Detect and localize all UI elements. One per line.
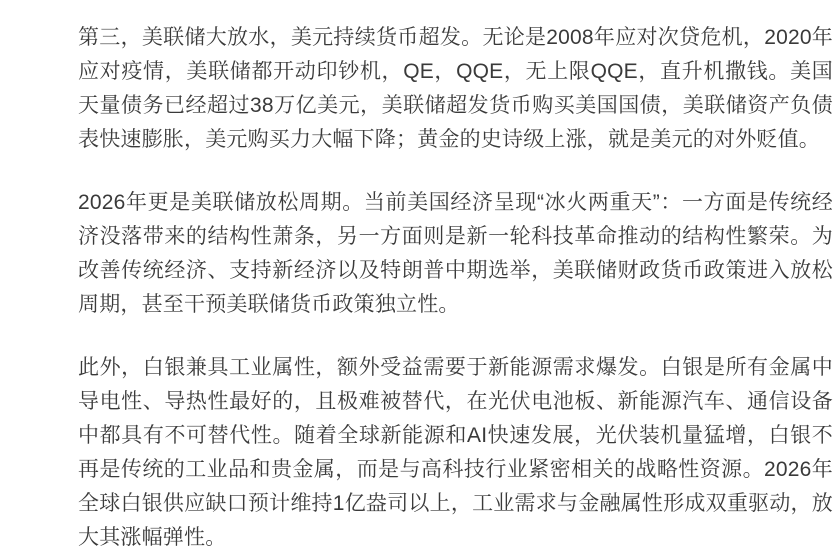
paragraph-2026-easing-cycle: 2026年更是美联储放松周期。当前美国经济呈现“冰火两重天”：一方面是传统经济没落带来的结构性萧条，另一方面则是新一轮科技革命推动的结构性繁荣。为改善传统经济、支持新经济以及特朗普中期选举，美联储财政货币政策进入放松周期，甚至干预美联储货币政策独立性。 [78, 191, 833, 316]
paragraph-silver-industrial: 此外，白银兼具工业属性，额外受益需要于新能源需求爆发。白银是所有金属中导电性、导热性最好的，且极难被替代，在光伏电池板、新能源汽车、通信设备中都具有不可替代性。随着全球新能源和AI快速发展，光伏装机量猛增，白银不再是传统的工业品和贵金属，而是与高科技行业紧密相关的战略性资源。2026年全球白银供应缺口预计维持1亿盎司以上，工业需求与金融属性形成双重驱动，放大其涨幅弹性。 [78, 356, 833, 549]
paragraph-fed-easing: 第三，美联储大放水，美元持续货币超发。无论是2008年应对次贷危机，2020年应对疫情，美联储都开动印钞机，QE，QQE，无上限QQE，直升机撒钱。美国天量债务已经超过38万亿美元，美联储超发货币购买美国国债，美联储资产负债表快速膨胀，美元购买力大幅下降；黄金的史诗级上涨，就是美元的对外贬值。 [78, 26, 833, 151]
article-body [78, 21, 833, 554]
